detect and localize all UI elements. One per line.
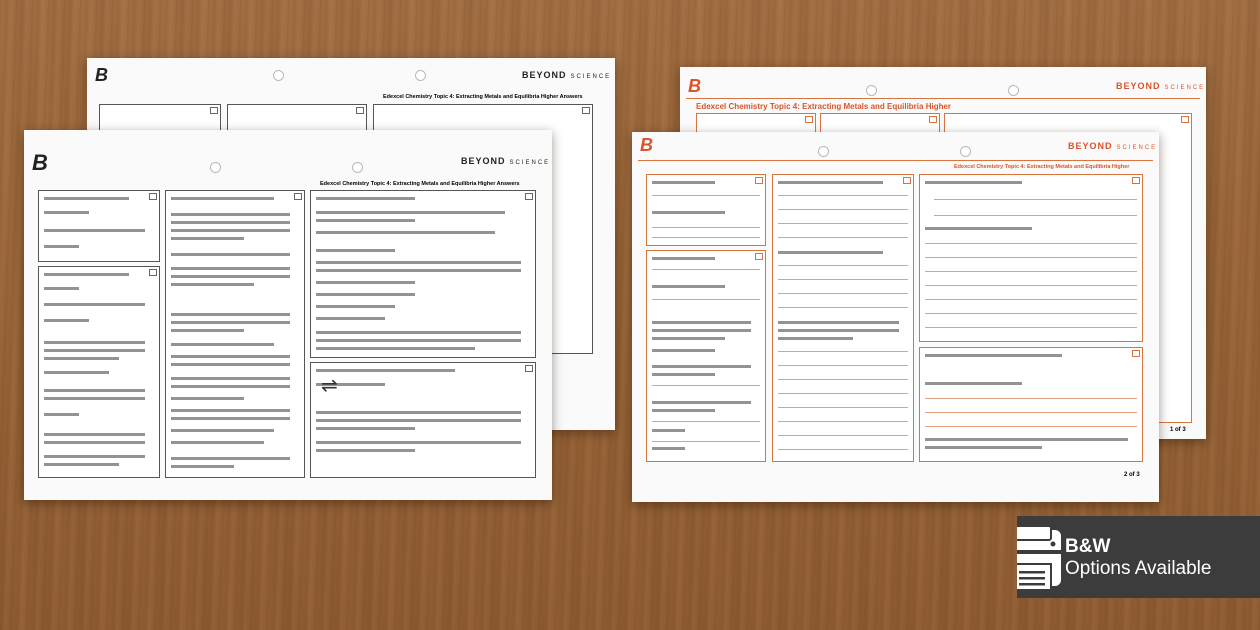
worksheet-color-front (632, 132, 1159, 502)
punch-hole (866, 85, 877, 96)
brand-logo: B (640, 135, 653, 155)
question-box-4 (919, 174, 1143, 342)
question-box-1 (646, 174, 766, 246)
question-box-3 (772, 174, 914, 462)
punch-hole (352, 162, 363, 173)
question-box-3 (165, 190, 305, 478)
brand-name: BEYOND SCIENCE (522, 70, 612, 80)
worksheet-title: Edexcel Chemistry Topic 4: Extracting Metals and Equilibria Higher (696, 102, 952, 111)
brand-logo: B (32, 150, 48, 175)
punch-hole (210, 162, 221, 173)
question-box (227, 104, 367, 132)
brand-name: BEYOND SCIENCE (1116, 81, 1206, 91)
question-box-2 (38, 266, 160, 478)
page-number: 2 of 3 (1124, 472, 1140, 478)
question-box-4 (310, 190, 536, 358)
bw-options-banner (1017, 516, 1260, 598)
banner-title: B&W (1065, 536, 1111, 557)
worksheet-title: Edexcel Chemistry Topic 4: Extracting Metals and Equilibria Higher Answers (320, 181, 520, 187)
question-box (696, 113, 816, 133)
question-box (820, 113, 940, 133)
question-box-1 (38, 190, 160, 262)
punch-hole (960, 146, 971, 157)
brand-name: BEYOND SCIENCE (461, 156, 551, 166)
brand-logo: B (688, 76, 701, 96)
question-box-5 (310, 362, 536, 478)
worksheet-bw-front (24, 130, 552, 500)
brand-name: BEYOND SCIENCE (1068, 141, 1158, 151)
punch-hole (273, 70, 284, 81)
question-box (99, 104, 221, 132)
banner-subtitle: Options Available (1065, 558, 1212, 579)
worksheet-title: Edexcel Chemistry Topic 4: Extracting Metals and Equilibria Higher Answers (383, 94, 583, 100)
punch-hole (818, 146, 829, 157)
reversible-arrow-icon: ⇌ (321, 373, 338, 397)
punch-hole (1008, 85, 1019, 96)
worksheet-title: Edexcel Chemistry Topic 4: Extracting Metals and Equilibria Higher (954, 164, 1130, 170)
question-box-2 (646, 250, 766, 462)
brand-logo: B (95, 65, 108, 85)
page-number: 1 of 3 (1170, 427, 1186, 433)
question-box-5 (919, 347, 1143, 462)
punch-hole (415, 70, 426, 81)
